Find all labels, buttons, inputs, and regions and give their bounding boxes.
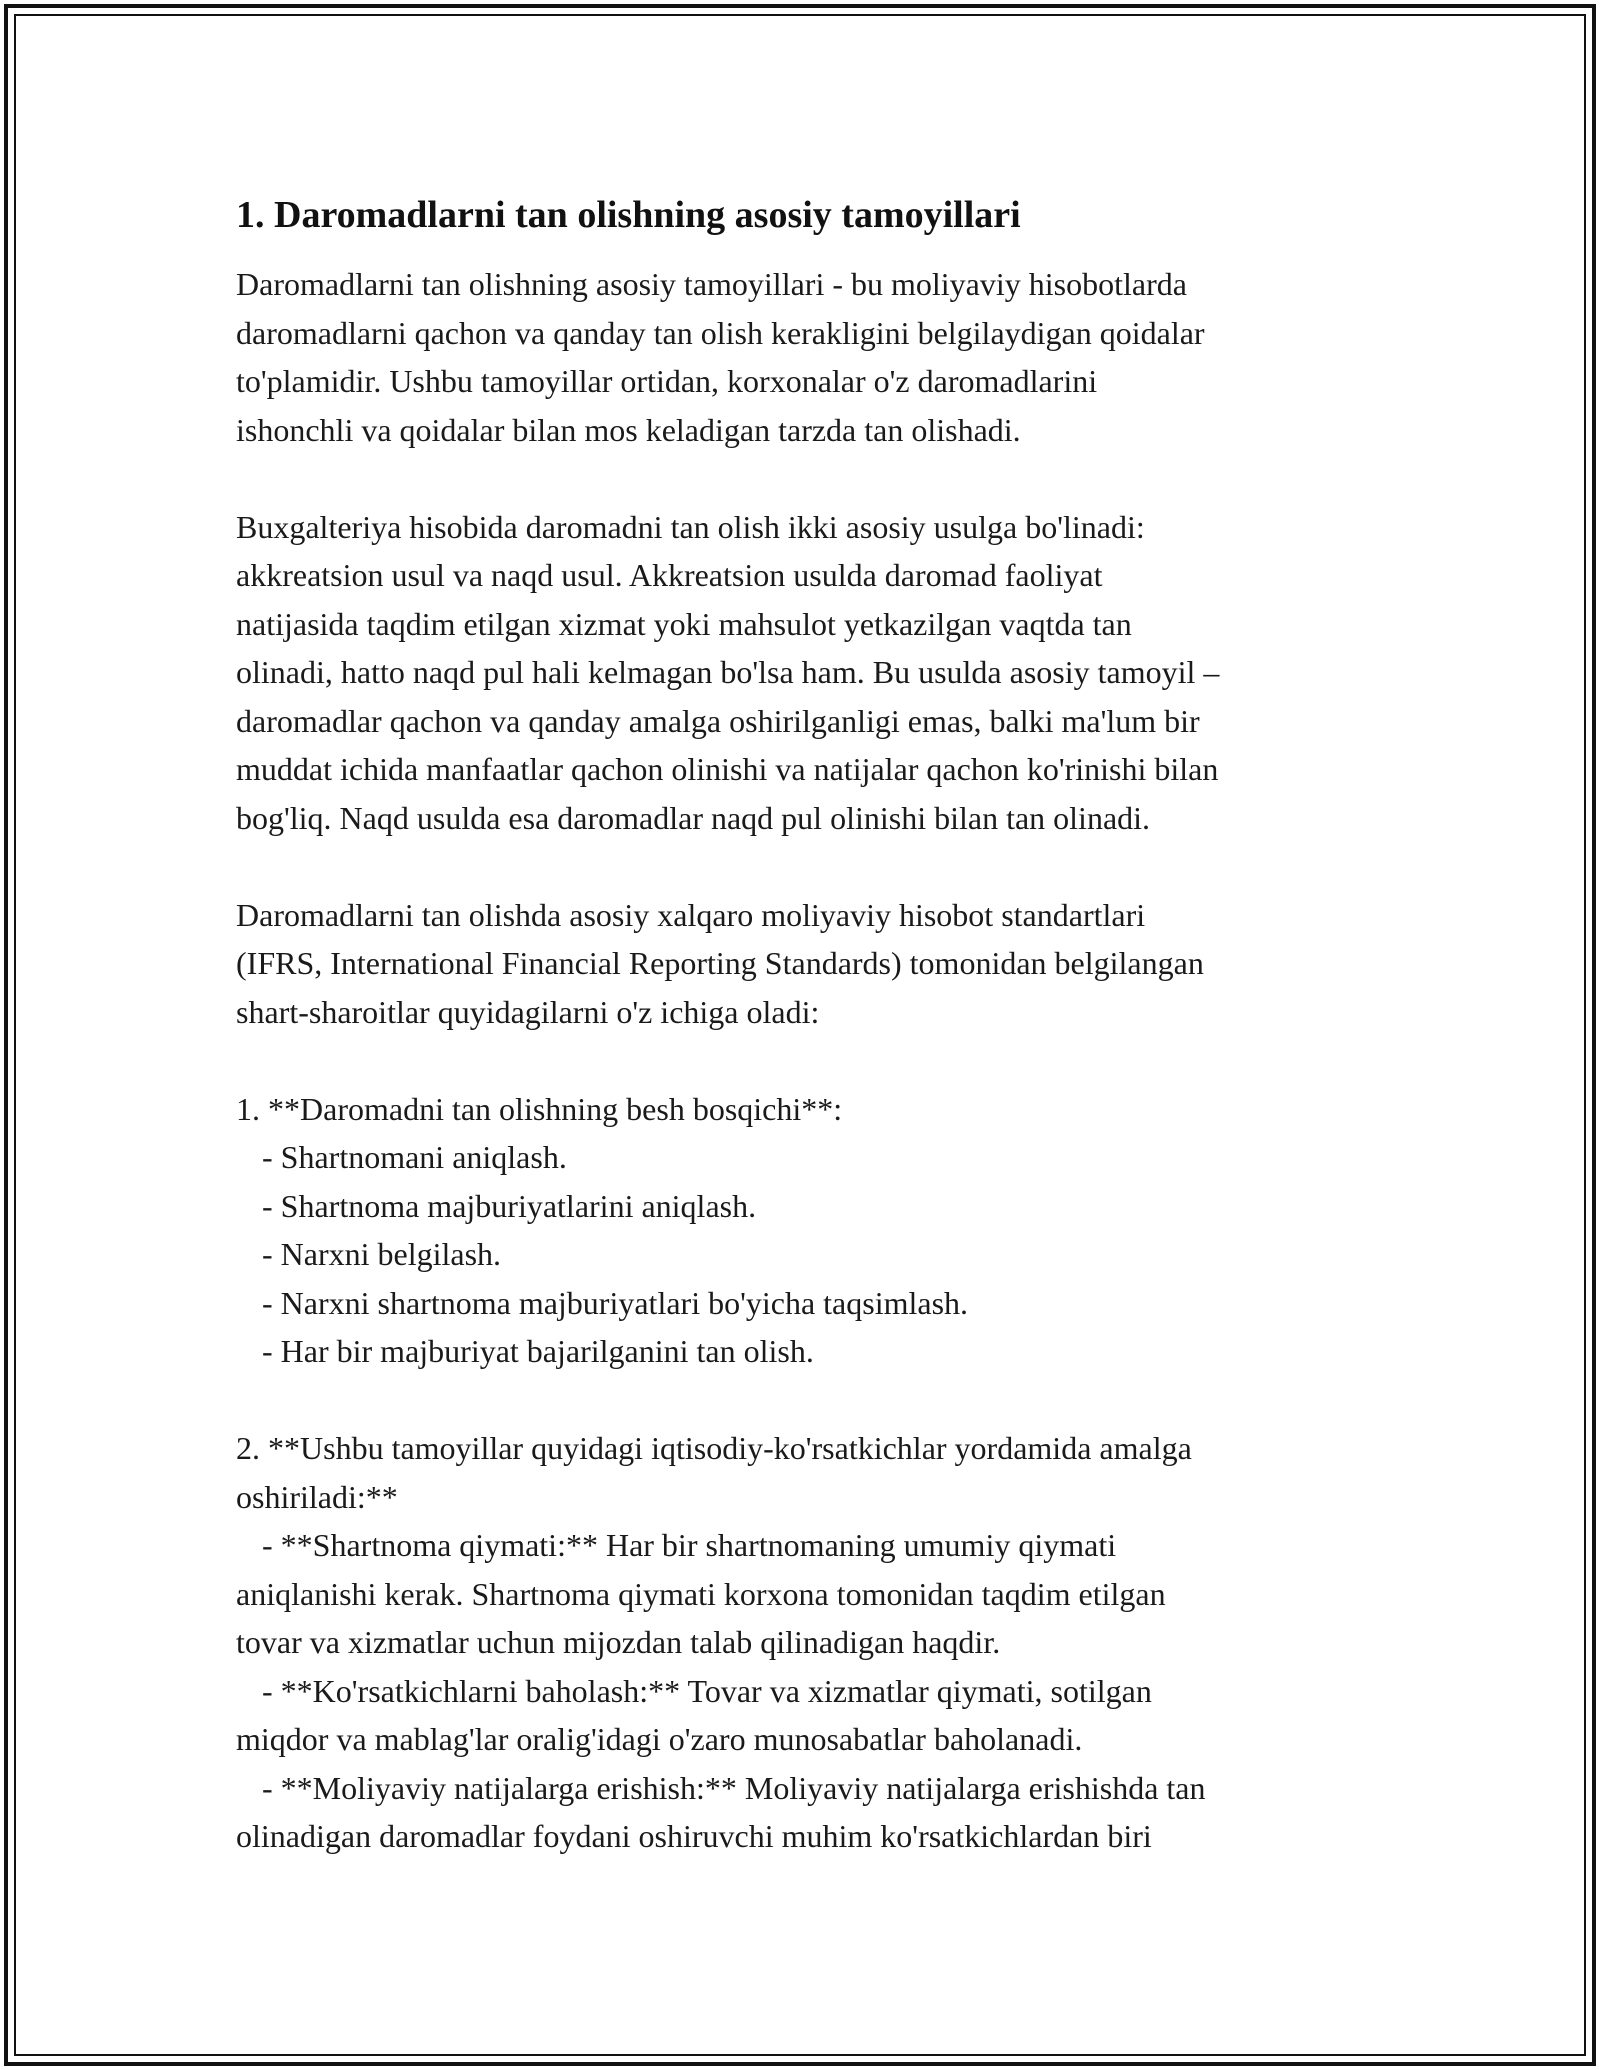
text-line: to'plamidir. Ushbu tamoyillar ortidan, korxonalar o'z daromadlarini xyxy=(236,363,1098,399)
text-line: muddat ichida manfaatlar qachon olinishi va natijalar qachon ko'rinishi bilan xyxy=(236,751,1219,787)
text-line: Buxgalteriya hisobida daromadni tan olish ikki asosiy usulga bo'linadi: xyxy=(236,508,1145,545)
text-line: Daromadlarni tan olishning asosiy tamoyillari - bu moliyaviy hisobotlarda xyxy=(236,266,1187,302)
list-item-continuation: miqdor va mablag'lar oralig'idagi o'zaro munosabatlar baholanadi. xyxy=(236,1721,1083,1757)
text-line: (IFRS, International Financial Reporting Standards) tomonidan belgilangan xyxy=(236,945,1204,981)
list-indicators xyxy=(236,1424,1386,1861)
list-title: oshiriladi:** xyxy=(236,1478,398,1515)
list-item: - Narxni belgilash. xyxy=(262,1236,502,1272)
list-item: - **Moliyaviy natijalarga erishish:** Moliyaviy natijalarga erishishda tan xyxy=(262,1769,1206,1806)
list-title: 1. **Daromadni tan olishning besh bosqichi**: xyxy=(236,1090,843,1127)
list-item: - **Ko'rsatkichlarni baholash:** Tovar va xizmatlar qiymati, sotilgan xyxy=(262,1672,1152,1709)
section-heading: 1. Daromadlarni tan olishning asosiy tamoyillari xyxy=(236,194,1021,236)
text-line: ishonchli va qoidalar bilan mos keladigan tarzda tan olishadi. xyxy=(236,411,1021,448)
list-item: - Narxni shartnoma majburiyatlari bo'yicha taqsimlash. xyxy=(262,1284,969,1321)
text-line: daromadlar qachon va qanday amalga oshirilganligi emas, balki ma'lum bir xyxy=(236,702,1200,739)
document-body xyxy=(236,190,1386,1909)
text-line: natijasida taqdim etilgan xizmat yoki mahsulot yetkazilgan vaqtda tan xyxy=(236,605,1132,642)
list-item: - Har bir majburiyat bajarilganini tan olish. xyxy=(262,1333,814,1369)
list-item: - Shartnoma majburiyatlarini aniqlash. xyxy=(262,1187,757,1224)
text-line: daromadlarni qachon va qanday tan olish kerakligini belgilaydigan qoidalar xyxy=(236,314,1205,351)
list-five-steps xyxy=(236,1085,1386,1376)
paragraph-intro xyxy=(236,260,1386,454)
text-line: akkreatsion usul va naqd usul. Akkreatsion usulda daromad faoliyat xyxy=(236,557,1103,593)
list-item-continuation: tovar va xizmatlar uchun mijozdan talab qilinadigan haqdir. xyxy=(236,1624,1001,1660)
paragraph-ifrs xyxy=(236,891,1386,1037)
list-item: - Shartnomani aniqlash. xyxy=(262,1139,567,1175)
list-title: 2. **Ushbu tamoyillar quyidagi iqtisodiy-ko'rsatkichlar yordamida amalga xyxy=(236,1430,1192,1466)
text-line: olinadi, hatto naqd pul hali kelmagan bo'lsa ham. Bu usulda asosiy tamoyil – xyxy=(236,654,1220,690)
list-item-continuation: aniqlanishi kerak. Shartnoma qiymati korxona tomonidan taqdim etilgan xyxy=(236,1575,1166,1612)
text-line: bog'liq. Naqd usulda esa daromadlar naqd pul olinishi bilan tan olinadi. xyxy=(236,799,1151,836)
text-line: Daromadlarni tan olishda asosiy xalqaro moliyaviy hisobot standartlari xyxy=(236,896,1146,933)
list-item-continuation: olinadigan daromadlar foydani oshiruvchi muhim ko'rsatkichlardan biri xyxy=(236,1818,1152,1854)
paragraph-methods xyxy=(236,503,1386,843)
list-item: - **Shartnoma qiymati:** Har bir shartnomaning umumiy qiymati xyxy=(262,1527,1117,1563)
text-line: shart-sharoitlar quyidagilarni o'z ichiga oladi: xyxy=(236,993,820,1030)
